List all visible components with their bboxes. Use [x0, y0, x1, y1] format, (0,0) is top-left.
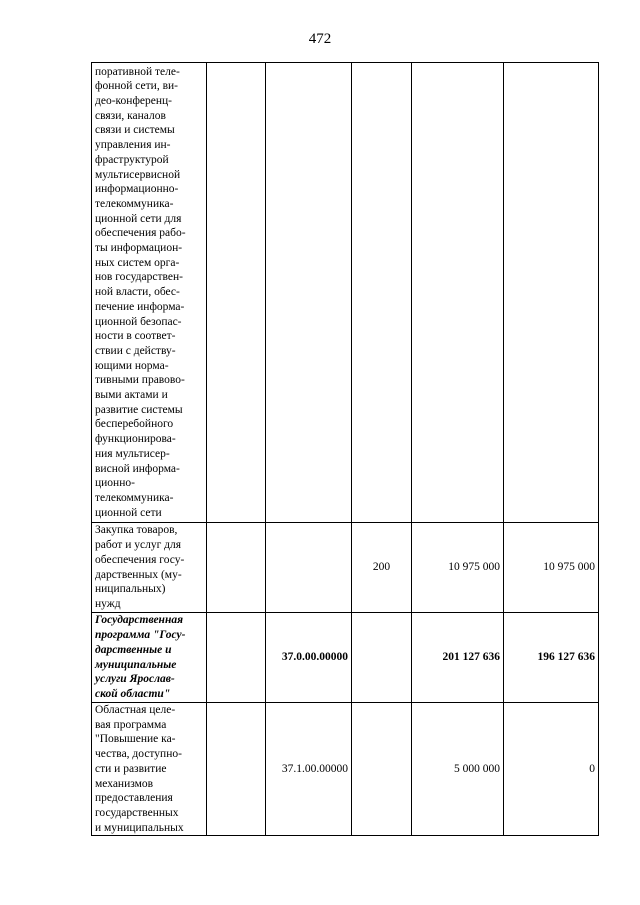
amount-year-2: 196 127 636	[504, 613, 599, 703]
amount-year-2: 10 975 000	[504, 523, 599, 613]
amount-year-2	[504, 63, 599, 523]
amount-year-1: 5 000 000	[412, 703, 504, 836]
budget-table	[91, 62, 599, 836]
row-description: Закупка товаров, работ и услуг для обеспечения госу- дарственных (му- ниципальных) нужд	[92, 523, 207, 613]
blank-cell	[207, 703, 266, 836]
target-article-code: 37.1.00.00000	[266, 703, 352, 836]
page-number: 472	[308, 31, 332, 47]
target-article-code: 37.0.00.00000	[266, 613, 352, 703]
target-article-code	[266, 63, 352, 523]
row-description: Областная целе- вая программа "Повышение ка- чества, доступно- сти и развитие механизмов предоставления государственных и муниципальных	[92, 703, 207, 836]
amount-year-1: 201 127 636	[412, 613, 504, 703]
amount-year-2: 0	[504, 703, 599, 836]
blank-cell	[207, 523, 266, 613]
row-description: поративной теле- фонной сети, ви- део-конференц- связи, каналов связи и системы управления ин- фраструктурой мультисервисной информационно- телекоммуника- ционной сети для обеспечения рабо- ты информацион- ных систем орга- нов государствен- ной власти, обес- печение информа- ционной безопас- ности в соответ- ствии с действу- ющими норма- тивными правово- выми актами и развитие системы бесперебойного функционирова- ния мультисер- висной информа- ционно- телекоммуника- ционной сети	[92, 63, 207, 523]
expense-type-code	[352, 63, 412, 523]
amount-year-1: 10 975 000	[412, 523, 504, 613]
target-article-code	[266, 523, 352, 613]
table-row	[92, 63, 599, 523]
expense-type-code	[352, 613, 412, 703]
row-description: Государственная программа "Госу- дарственные и муниципальные услуги Ярослав- ской области"	[92, 613, 207, 703]
expense-type-code	[352, 703, 412, 836]
expense-type-code: 200	[352, 523, 412, 613]
table-row	[92, 613, 599, 703]
table-row	[92, 703, 599, 836]
amount-year-1	[412, 63, 504, 523]
table-row	[92, 523, 599, 613]
blank-cell	[207, 613, 266, 703]
blank-cell	[207, 63, 266, 523]
